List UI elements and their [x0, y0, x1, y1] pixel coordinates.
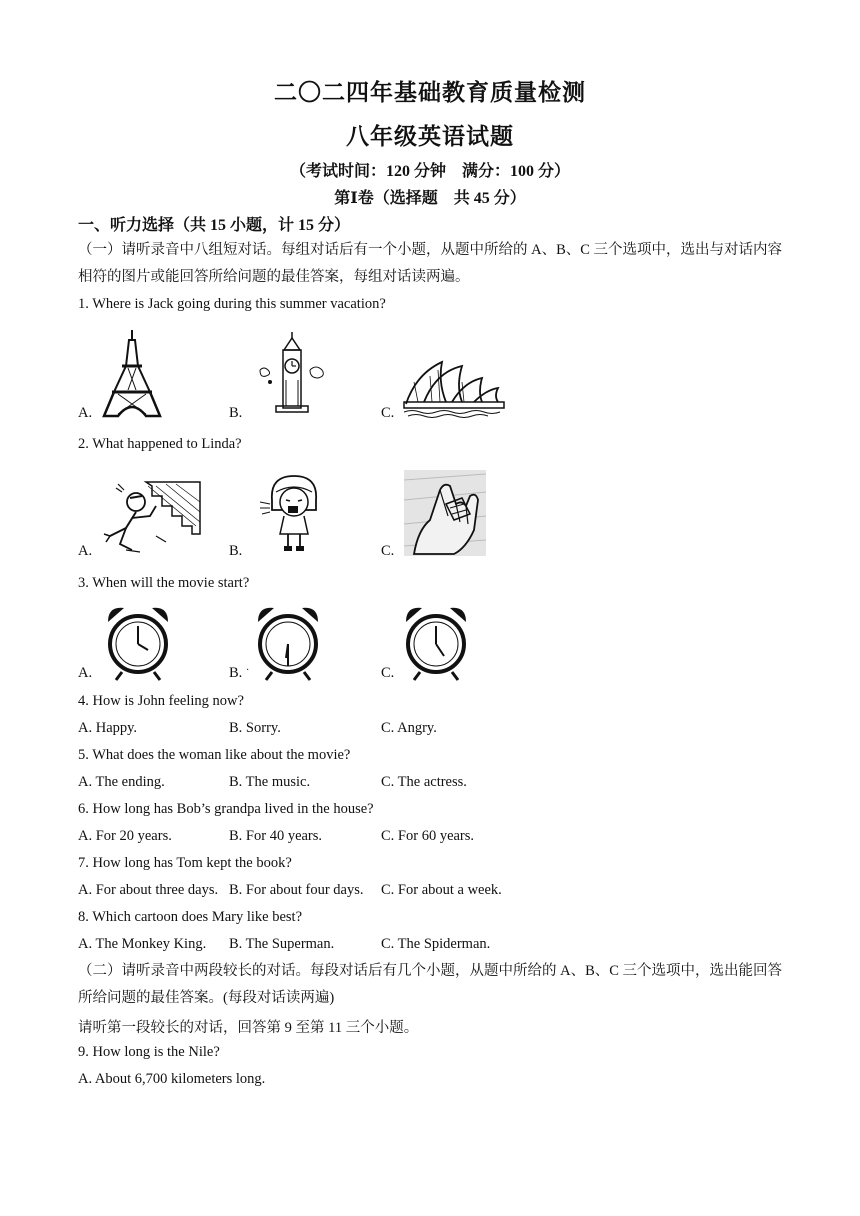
q5-option-a: A. The ending.: [78, 774, 165, 790]
q8-option-a: A. The Monkey King.: [78, 936, 207, 952]
eiffel-tower-icon: [100, 328, 164, 418]
q3-option-c: C.: [381, 665, 395, 681]
section-heading: 一、听力选择（共 15 小题，计 15 分）: [78, 217, 351, 234]
q5-option-b: B. The music.: [229, 774, 311, 790]
big-ben-icon: [256, 330, 328, 414]
q3-option-b: B.: [229, 665, 243, 681]
alarm-clock-icon: [102, 602, 174, 682]
q4-option-c: C. Angry.: [381, 720, 437, 736]
alarm-clock-icon: [400, 602, 472, 682]
sydney-opera-house-icon: [402, 352, 506, 418]
question-6: 6. How long has Bob’s grandpa lived in the house?: [78, 801, 374, 817]
dialog1-note: 请听第一段较长的对话，回答第 9 至第 11 三个小题。: [78, 1020, 419, 1036]
q8-option-b: B. The Superman.: [229, 936, 335, 952]
q4-option-b: B. Sorry.: [229, 720, 281, 736]
q6-option-b: B. For 40 years.: [229, 828, 323, 844]
part1-instructions: （一）请听录音中八组短对话。每组对话后有一个小题，从题中所给的 A、B、C 三个选项中，选出与对话内容相符的图片或能回答所给问题的最佳答案，每组对话读两遍。: [78, 242, 783, 285]
q3-option-a: A.: [78, 665, 93, 681]
question-9: 9. How long is the Nile?: [78, 1044, 220, 1060]
q2-option-a: A.: [78, 543, 93, 559]
injured-hand-icon: [404, 470, 486, 556]
exam-subtitle: 八年级英语试题: [346, 124, 514, 149]
alarm-clock-icon: [252, 602, 324, 682]
falling-down-stairs-icon: [96, 476, 204, 556]
girl-coughing-icon: [258, 470, 328, 554]
q8-option-c: C. The Spiderman.: [381, 936, 491, 952]
q7-option-c: C. For about a week.: [381, 882, 502, 898]
exam-title: 二〇二四年基础教育质量检测: [274, 80, 586, 105]
q9-option-a: A. About 6,700 kilometers long.: [78, 1071, 266, 1087]
question-3: 3. When will the movie start?: [78, 575, 250, 591]
question-7: 7. How long has Tom kept the book?: [78, 855, 292, 871]
q1-option-c: C.: [381, 405, 395, 421]
part2-instructions: （二）请听录音中两段较长的对话。每段对话后有几个小题，从题中所给的 A、B、C 三个选项中，选出能回答所给问题的最佳答案。(每段对话读两遍): [78, 963, 783, 1006]
question-5: 5. What does the woman like about the movie?: [78, 747, 351, 763]
q6-option-a: A. For 20 years.: [78, 828, 172, 844]
question-1: 1. Where is Jack going during this summer vacation?: [78, 296, 386, 312]
question-2: 2. What happened to Linda?: [78, 436, 242, 452]
q2-option-b: B.: [229, 543, 243, 559]
q5-option-c: C. The actress.: [381, 774, 467, 790]
q1-option-a: A.: [78, 405, 93, 421]
volume-heading: 第Ⅰ卷（选择题 共 45 分）: [334, 190, 526, 207]
q7-option-b: B. For about four days.: [229, 882, 364, 898]
q1-option-b: B.: [229, 405, 243, 421]
stray-mark: ·: [246, 665, 250, 676]
q2-option-c: C.: [381, 543, 395, 559]
q4-option-a: A. Happy.: [78, 720, 138, 736]
question-8: 8. Which cartoon does Mary like best?: [78, 909, 303, 925]
exam-info: （考试时间：120 分钟 满分：100 分）: [289, 163, 570, 180]
q6-option-c: C. For 60 years.: [381, 828, 475, 844]
q7-option-a: A. For about three days.: [78, 882, 219, 898]
question-4: 4. How is John feeling now?: [78, 693, 244, 709]
